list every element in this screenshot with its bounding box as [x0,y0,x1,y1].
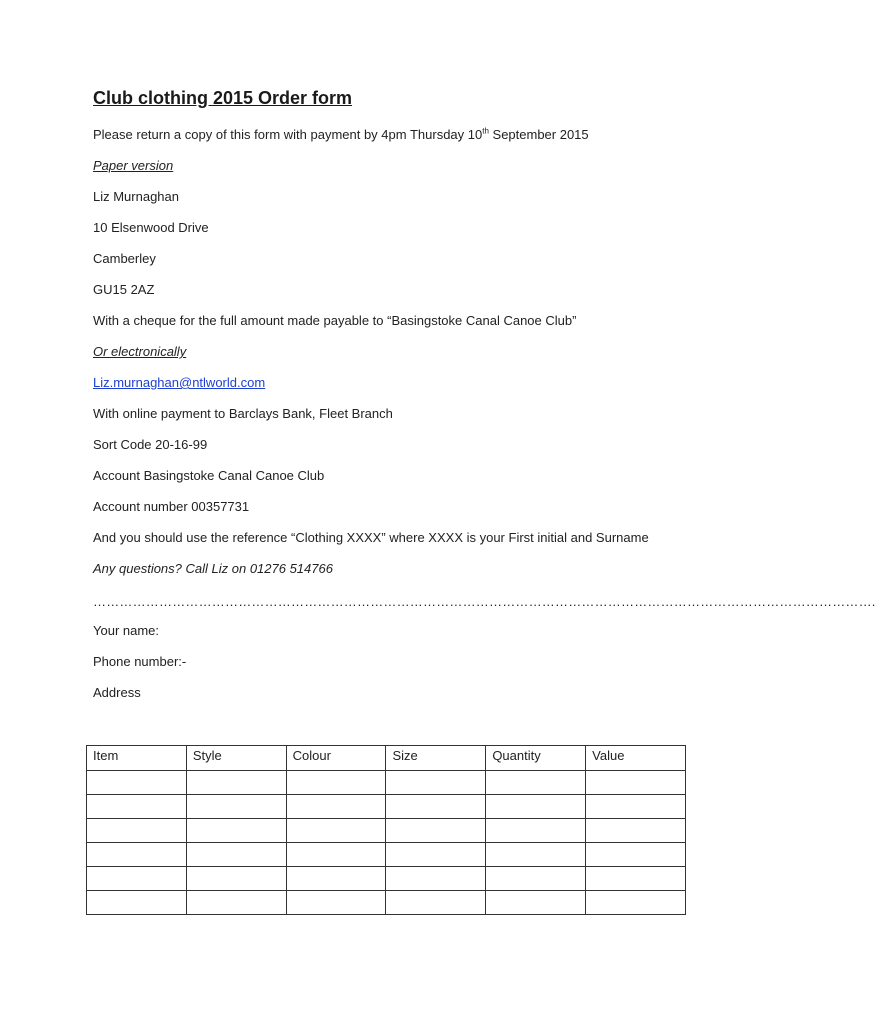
order-cell-colour[interactable] [286,867,386,891]
page-title: Club clothing 2015 Order form [93,88,353,108]
order-cell-value[interactable] [586,867,686,891]
order-table [86,745,686,915]
address-town: Camberley [93,251,156,266]
return-instructions [93,127,589,143]
order-cell-quantity[interactable] [486,867,586,891]
order-cell-quantity[interactable] [486,795,586,819]
cheque-instructions: With a cheque for the full amount made payable to “Basingstoke Canal Canoe Club” [93,313,577,328]
address-label: Address [93,685,141,700]
email-line [93,375,265,391]
account-number: Account number 00357731 [93,499,250,514]
order-cell-quantity[interactable] [486,843,586,867]
order-cell-item[interactable] [87,771,187,795]
address-street: 10 Elsenwood Drive [93,220,209,235]
order-cell-size[interactable] [386,771,486,795]
table-row [87,891,686,915]
column-header-size: Size [386,746,486,771]
contact-name: Liz Murnaghan [93,189,179,204]
order-cell-style[interactable] [186,843,286,867]
order-cell-item[interactable] [87,867,187,891]
order-cell-colour[interactable] [286,771,386,795]
email-link[interactable]: Liz.murnaghan@ntlworld.com [93,375,266,390]
address-postcode: GU15 2AZ [93,282,155,297]
order-cell-item[interactable] [87,891,187,915]
order-cell-quantity[interactable] [486,891,586,915]
order-cell-size[interactable] [386,819,486,843]
table-row [87,795,686,819]
order-cell-item[interactable] [87,843,187,867]
order-cell-size[interactable] [386,891,486,915]
order-cell-size[interactable] [386,843,486,867]
online-payment-text: With online payment to Barclays Bank, Fleet Branch [93,406,393,421]
order-cell-style[interactable] [186,867,286,891]
questions-contact: Any questions? Call Liz on 01276 514766 [93,561,333,576]
order-cell-colour[interactable] [286,795,386,819]
order-cell-colour[interactable] [286,891,386,915]
order-cell-style[interactable] [186,819,286,843]
order-table-header-row [87,746,686,771]
order-cell-item[interactable] [87,795,187,819]
phone-number-label: Phone number:- [93,654,187,669]
paper-version-heading: Paper version [93,158,174,173]
order-cell-value[interactable] [586,771,686,795]
order-cell-item[interactable] [87,819,187,843]
your-name-label: Your name: [93,623,160,638]
order-cell-quantity[interactable] [486,819,586,843]
table-row [87,819,686,843]
reference-instructions: And you should use the reference “Clothing XXXX” where XXXX is your First initial and Surname [93,530,649,545]
order-cell-colour[interactable] [286,843,386,867]
account-name: Account Basingstoke Canal Canoe Club [93,468,325,483]
column-header-quantity: Quantity [486,746,586,771]
order-table-body [87,771,686,915]
ordinal-suffix: th [482,126,489,136]
return-instructions-date: September 2015 [488,127,589,142]
order-cell-quantity[interactable] [486,771,586,795]
order-cell-value[interactable] [586,843,686,867]
order-cell-style[interactable] [186,795,286,819]
order-cell-style[interactable] [186,771,286,795]
order-cell-style[interactable] [186,891,286,915]
order-cell-value[interactable] [586,819,686,843]
order-cell-size[interactable] [386,795,486,819]
column-header-value: Value [586,746,686,771]
table-row [87,843,686,867]
order-cell-value[interactable] [586,891,686,915]
column-header-colour: Colour [286,746,386,771]
table-row [87,771,686,795]
table-row [87,867,686,891]
electronic-heading: Or electronically [93,344,187,359]
order-cell-colour[interactable] [286,819,386,843]
column-header-style: Style [186,746,286,771]
order-cell-value[interactable] [586,795,686,819]
order-cell-size[interactable] [386,867,486,891]
sort-code: Sort Code 20-16-99 [93,437,208,452]
dotted-separator: ……………………………………………………………………………………………………………………………………………………………. [93,594,876,609]
return-instructions-text: Please return a copy of this form with payment by 4pm Thursday 10 [93,127,483,142]
column-header-item: Item [87,746,187,771]
